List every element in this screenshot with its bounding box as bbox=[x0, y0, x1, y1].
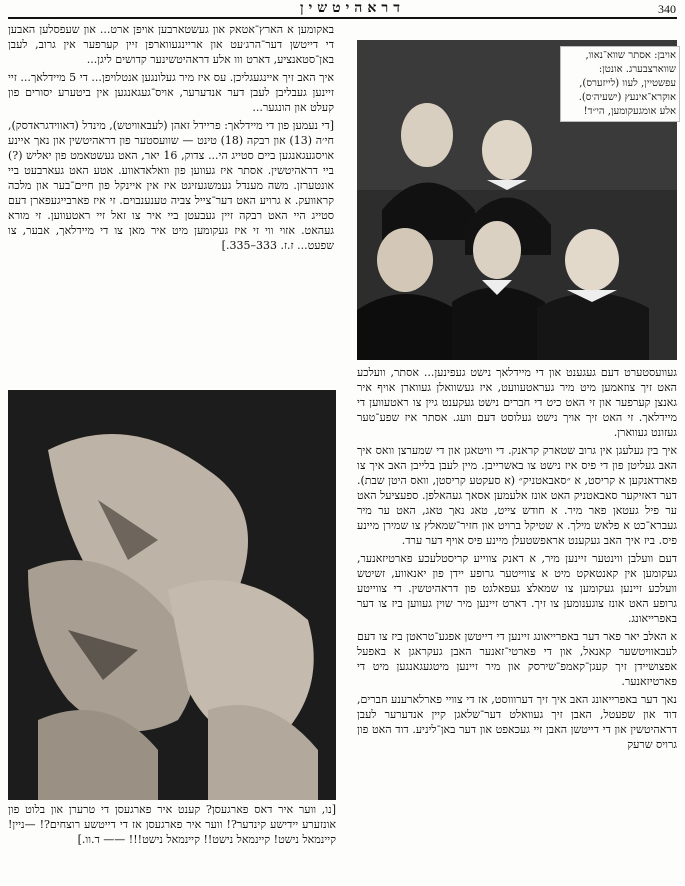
photo-caption-text: אויבן: אסתר שווא־נאוו, שווארצבערג. אונטן: עפשטיין, לעוו (לייזערס), אוקרא־אינעץ (ישעיה׳ס). אלע אומגעקומען, הי״ד! bbox=[578, 50, 676, 117]
right-column-text bbox=[357, 365, 677, 755]
paragraph: איך האב זיך איינגעגליכן. עס איז מיר געלונגען אנטלויפן... די 5 מיידלאך... זיי זיינען געבליבן לעבן דער אנדערער, אויס־געגאנגען אין ביטערע יסורים פון קעלט און הונגער... bbox=[8, 71, 334, 114]
running-title: דראהיטשין bbox=[300, 0, 405, 16]
paragraph: נאך דער באפרייאונג האב איך זיך דערוווסט, אז די צוויי פארלארענע חברים, דוד און שפעטל, האבן זיך געוואלט דער־שלאגן קיין אנדערער לעבן דראהיטשין און די דייטשן האבן זיי געכאפט און דער באן־ליניע. דוד האט פון גרויס שרעק bbox=[357, 693, 677, 751]
paragraph: איך בין געלעגן אין גרוב שטארק קראנק. די וויטאגן און די שמערצן וואס איך האב געליטן פון די פיס איז נישט צו באשרייבן. מיין לעבן בלייבן האב איך צו פארדאנקען א קריסט, א ״סאבאטניק״ (א סעקטע קריסטן, וואס היטן שבת). דער דאזיקער סאבאטניק האט אונז אלעמען אסאך געהאלפן. ספעציעל האט ער פיל געטאן פאר מיר. א חודש צייט, טאג נאך טאג, האט ער מיר געברא־כט א פלאש מילך. א שטיקל ברויט און חזיר־שמאלץ צו שמירן מיינע פיס. ביז איך האב געקענט אראפשטעלן מיינע פיס אויף דער ערד. bbox=[357, 444, 677, 547]
paragraph: באקומען א הארץ־אטאק און געשטארבען אויפן ארט... און שעפסלען האבען די דייטשן דער־הרג׳עט און אריינגעווארפן זיין קערפער אין גרוב, לעבן באן־סטאנציע, דארט ווו אלע דראהיטשינער קדושים ליגן... bbox=[8, 23, 334, 66]
closing-caption bbox=[8, 802, 336, 847]
left-column-text bbox=[8, 22, 334, 256]
closing-caption-text: [נו, ווער איר דאס פארגעסן? קענט איר פארגעסן די טרערן און בלוט פון אונזערע יידישע קינדער?! ווער איר פארגעסן אז די דייטשע רוצחים?! —ניין! קיינמאל נישט! קיינמאל נישט!! קיינמאל נישט!!! —— ד.וו.] bbox=[8, 803, 336, 846]
paragraph: א האלב יאר פאר דער באפרייאונג זיינען די דייטשן אפגע־טראטן ביז צו דעם לעבאוויטשער קאנאל, און די פארטי־זאנער האבן געקראגן א באפעל אפצושיידן זיך קעגן־קאמפ־שירסק און מיר זיינען מיטגעגאנגען מיט די פארטיזאנער. bbox=[357, 630, 677, 688]
paragraph: דעם וועלבן ווינטער זיינען מיר, א דאנק צווייע קריסטלעכע פארטיזאנער, געקומען אין קאנטאקט מיט א צווייטער גרופע יידן פון יאנאווע, זשיטש וועלכע זיינען געקומען צו שמאלצ געפאלגט פון דראהיטשין. די צווייטע גרופע האט אונז צוגענומען צו זיך. דארט זיינען מיר שוין געווען ביז צו דער באפרייאונג. bbox=[357, 552, 677, 625]
paragraph: [די נעמען פון די מיידלאך: פריידל זאהן (לעבאוויטש), מינדל (דאווידגראדסק), חי׳ה (13) און רבקה (18) טינט — שוועסטער פון דראהיטשין און נאך איינע אויסגעגאנגען ביים סטייג הי... צדוק, 16 יאר, האט געשטאמט פון יאליש (?) ביי דראהיטשין. אסתר איז געווען פון וואלאדאווע. אטע האט געארבעט ביי אונטערזן. משה מענדל געמשגעזיגט איז אין איינקל פון חיים־בער און מלכה קראוועק. א גרויע האט דער־צייל צביה טענענבוים. זי איז פארבייגעפארן דעם סטייג היי האט רבקה זיין געבעטן ביי איר צו זאל זיי ראטעווען. זי מורא געהאט. אזוי ווי זי איז געקומען מיט איר מאן צו די מיידלאך, אבער, צו שפעט... ז.ז. 333–335.] bbox=[7, 119, 334, 252]
header-rule bbox=[8, 17, 677, 19]
victims-photo bbox=[8, 390, 336, 800]
paragraph: געוועסטערט דעם געגענט און די מיידלאך נישט געפינען... אסתר, וועלכע האט זיך צוזאמען מיט מיר געראטעוועט, איז געשוואלן געווארן אויף איר גאנצן קערפער און זי האט כיט די חברים נישט געקענט גיין צו ראטעווען די מיידלאך. זי האט זיך אויך נישט געלוסט דעם וועג. אסתר איז שפע־טער געזונט געווארן. bbox=[357, 366, 677, 439]
photo-illustration bbox=[8, 390, 336, 800]
page-number: 340 bbox=[658, 2, 676, 16]
page-header bbox=[0, 0, 685, 18]
photo-caption bbox=[560, 46, 680, 122]
